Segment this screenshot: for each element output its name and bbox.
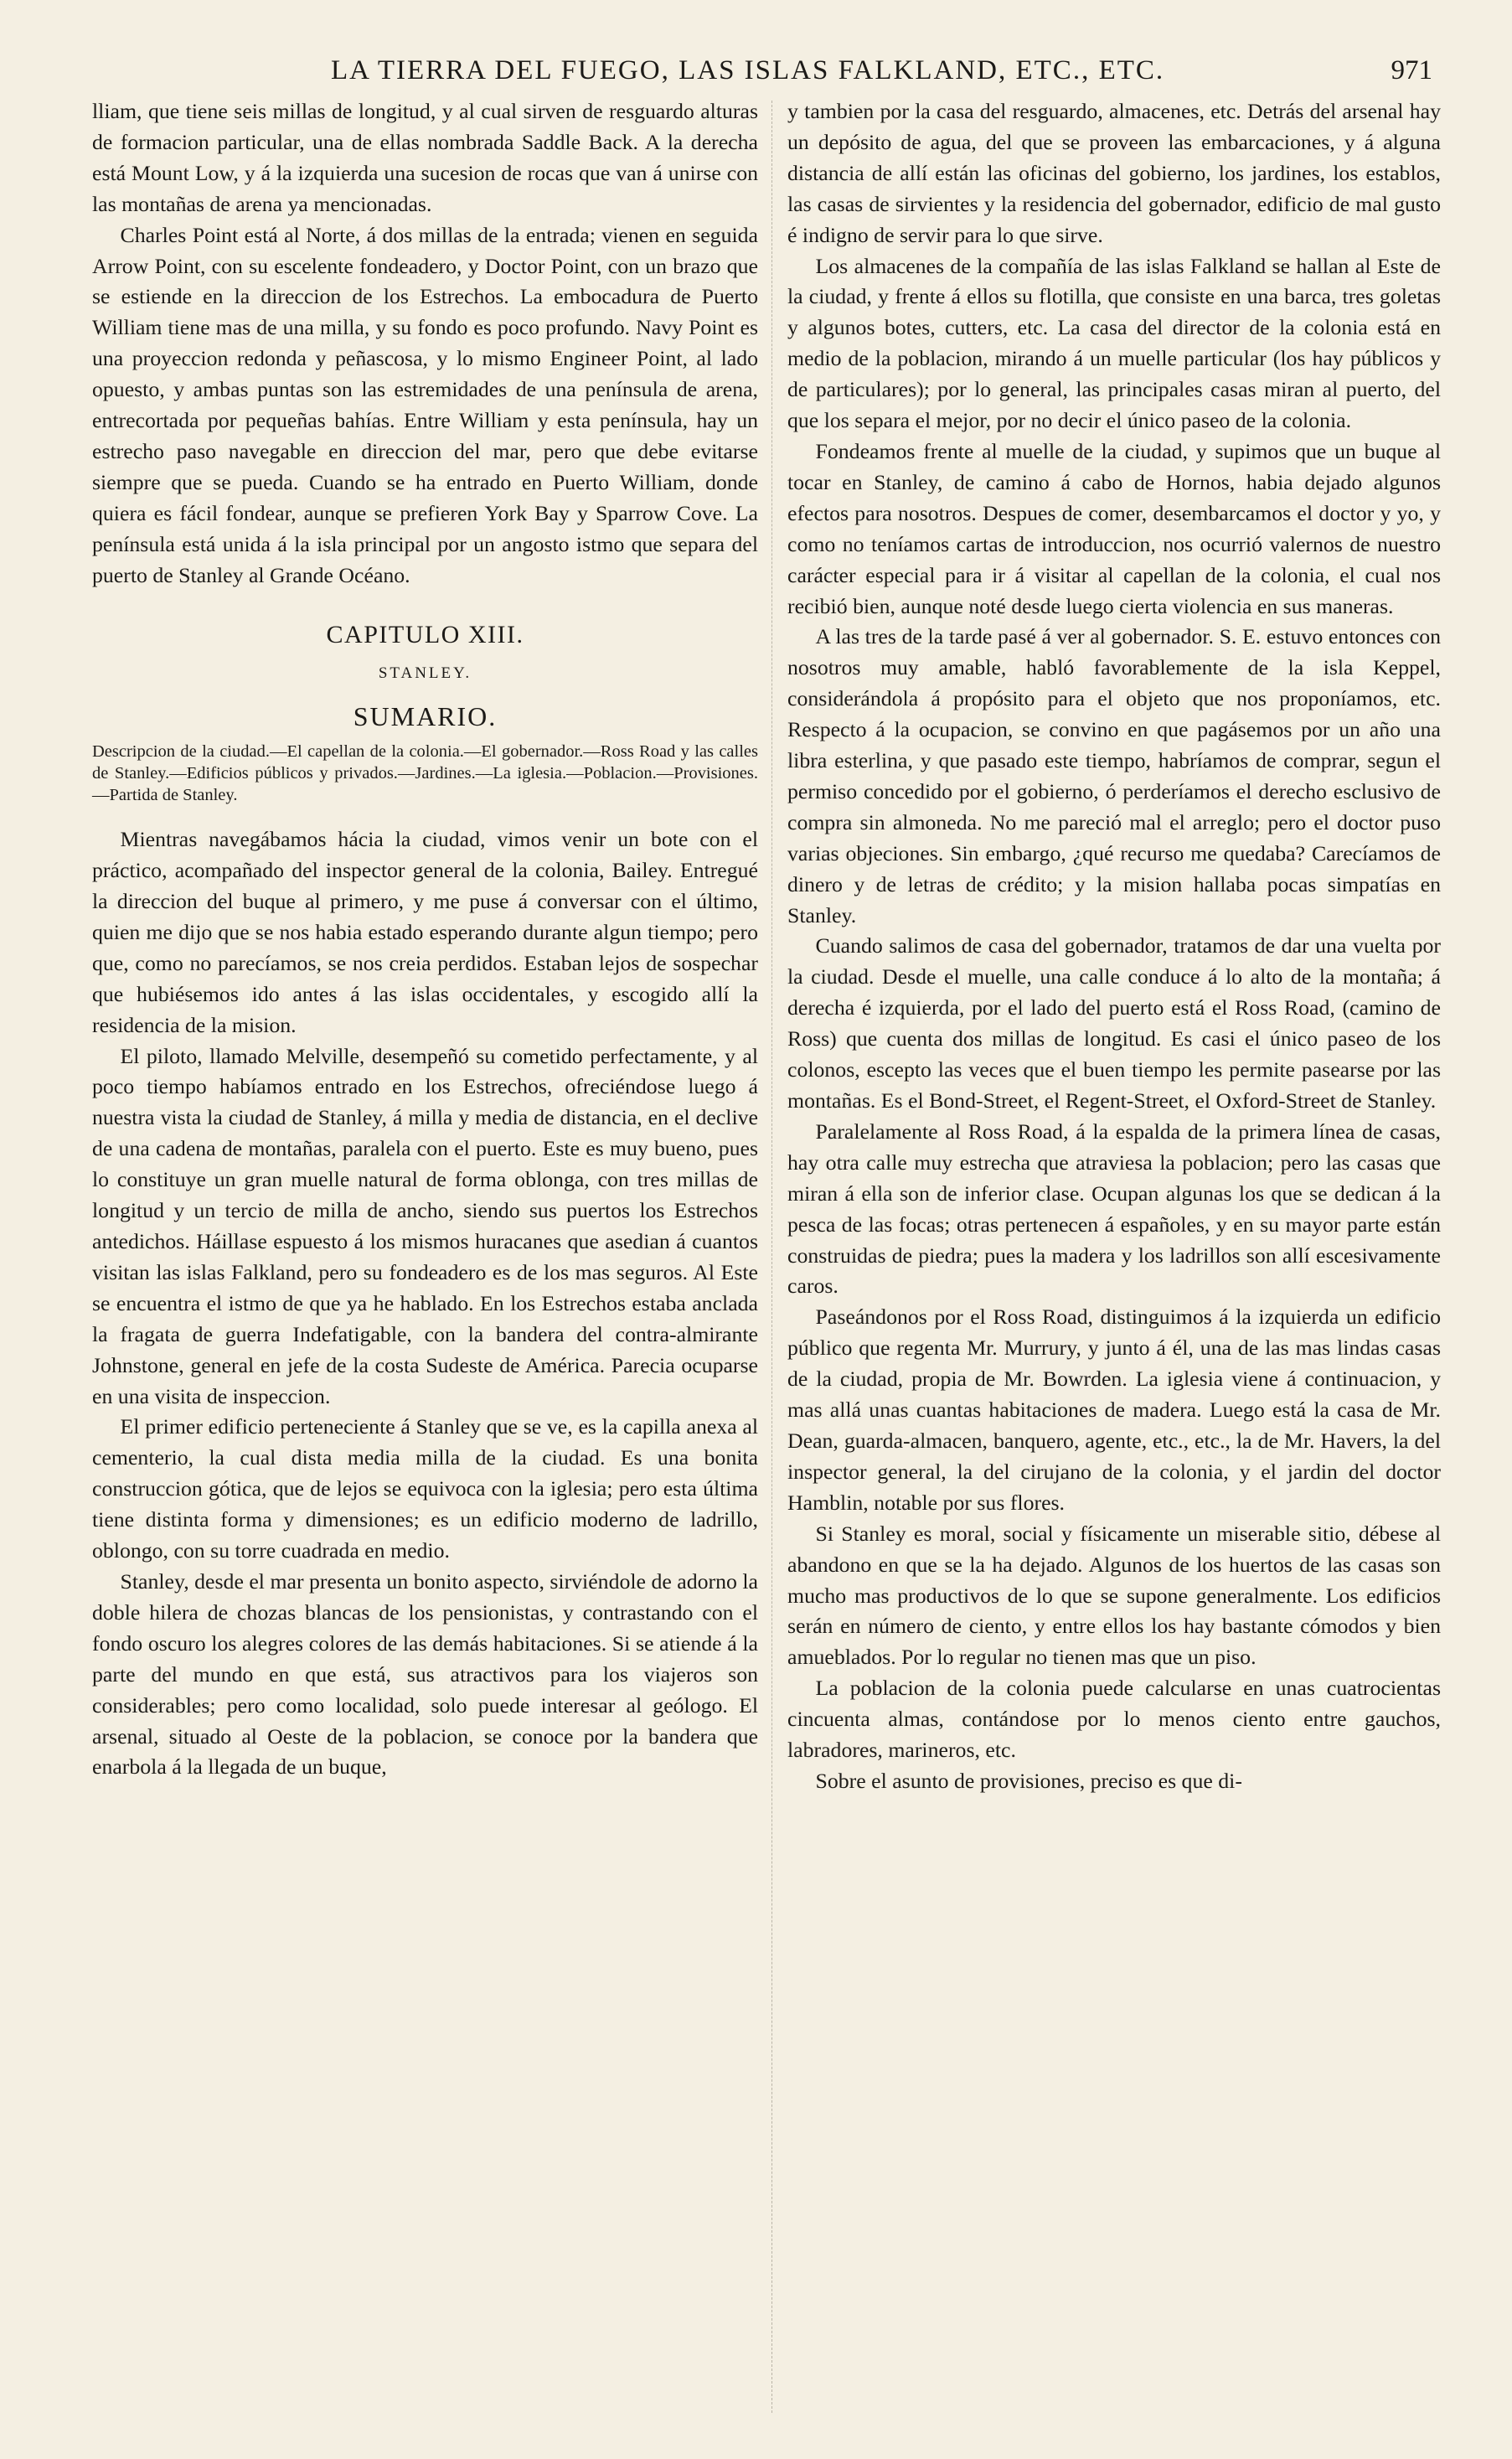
- paragraph: Los almacenes de la compañía de las islas Falkland se hallan al Este de la ciudad, y frente á ellos su flotilla, que consiste en una barca, tres goletas y algunos botes, cutters, etc. La casa del director de la colonia está en medio de la poblacion, mirando á un muelle particular (los hay públicos y de particulares); por lo general, las principales casas miran al puerto, del que los separa el mejor, por no decir el único paseo de la colonia.: [787, 253, 1441, 433]
- paragraph: Sobre el asunto de provisiones, preciso es que di-: [815, 1768, 1242, 1793]
- paragraph: y tambien por la casa del resguardo, almacenes, etc. Detrás del arsenal hay un depósito de agua, del que se proveen las embarcaciones, y á alguna distancia de allí están las oficinas del gobierno, los jardines, los establos, las casas de sirvientes y la residencia del gobernador, edificio de mal gusto é indigno de servir para lo que sirve.: [787, 99, 1441, 247]
- header-title: LA TIERRA DEL FUEGO, LAS ISLAS FALKLAND, ETC., ETC.: [331, 55, 1165, 85]
- right-column: [787, 96, 1441, 1797]
- chapter-heading: CAPITULO XIII.: [326, 620, 524, 648]
- paragraph: Cuando salimos de casa del gobernador, tratamos de dar una vuelta por la ciudad. Desde el muelle, una calle conduce á lo alto de la montaña; á derecha é izquierda, por el lado del puerto está el Ross Road, (camino de Ross) que cuenta dos millas de longitud. Es casi el único paseo de los colonos, escepto las veces que el buen tiempo les permite pasearse por las montañas. Es el Bond-Street, el Regent-Street, el Oxford-Street de Stanley.: [787, 933, 1441, 1113]
- paragraph: lliam, que tiene seis millas de longitud, y al cual sirven de resguardo alturas de formacion particular, una de ellas nombrada Saddle Back. A la derecha está Mount Low, y á la izquierda una sucesion de rocas que van á unirse con las montañas de arena ya mencionadas.: [92, 99, 758, 216]
- chapter-subtitle: STANLEY.: [378, 664, 472, 683]
- paragraph: La poblacion de la colonia puede calcularse en unas cuatrocientas cincuenta almas, contándose por lo menos ciento entre gauchos, labradores, marineros, etc.: [787, 1676, 1441, 1763]
- paragraph: Paseándonos por el Ross Road, distinguimos á la izquierda un edificio público que regenta Mr. Murrury, y junto á él, una de las mas lindas casas de la ciudad, propia de Mr. Bowrden. La iglesia viene á continuacion, y mas allá unas cuantas habitaciones de madera. Luego está la casa de Mr. Dean, guarda-almacen, banquero, agente, etc., etc., la de Mr. Havers, la del inspector general, la del cirujano de la colonia, y el jardin del doctor Hamblin, notable por sus flores.: [787, 1304, 1441, 1515]
- sumario-heading: SUMARIO.: [353, 701, 498, 732]
- paragraph: Si Stanley es moral, social y físicamente un miserable sitio, débese al abandono en que se la ha dejado. Algunos de los huertos de las casas son mucho mas productivos de lo que se supone generalmente. Los edificios serán en número de ciento, y entre ellos los hay bastante cómodos y bien amueblados. Por lo regular no tienen mas que un piso.: [787, 1521, 1441, 1670]
- paragraph: Charles Point está al Norte, á dos millas de la entrada; vienen en seguida Arrow Point, con su escelente fondeadero, y Doctor Point, con un brazo que se estiende en la direccion de los Estrechos. La embocadura de Puerto William tiene mas de una milla, y su fondo es poco profundo. Navy Point es una proyeccion redonda y peñascosa, y lo mismo Engineer Point, al lado opuesto, y ambas puntas son las estremidades de una península de arena, entrecortada por pequeñas bahías. Entre William y esta península, hay un estrecho paso navegable en direccion del mar, pero que debe evitarse siempre que se pueda. Cuando se ha entrado en Puerto William, donde quiera es fácil fondear, aunque se prefieren York Bay y Sparrow Cove. La península está unida á la isla principal por un angosto istmo que separa del puerto de Stanley al Grande Océano.: [92, 222, 758, 587]
- paragraph: Paralelamente al Ross Road, á la espalda de la primera línea de casas, hay otra calle muy estrecha que atraviesa la poblacion; pero las casas que miran á ella son de inferior clase. Ocupan algunas los que se dedican á la pesca de las focas; otras pertenecen á españoles, y en su mayor parte están construidas de piedra; pues la madera y los ladrillos son allí escesivamente caros.: [787, 1118, 1441, 1299]
- chapter-summary: Descripcion de la ciudad.—El capellan de la colonia.—El gobernador.—Ross Road y las calles de Stanley.—Edificios públicos y privados.—Jardines.—La iglesia.—Poblacion.—Provisiones.—Partida de Stanley.: [92, 742, 758, 805]
- left-column: [92, 96, 758, 1783]
- paragraph: Mientras navegábamos hácia la ciudad, vimos venir un bote con el práctico, acompañado del inspector general de la colonia, Bailey. Entregué la direccion del buque al primero, y me puse á conversar con el último, quien me dijo que se nos habia estado esperando durante algun tiempo; pero que, como no parecíamos, se nos creia perdidos. Estaban lejos de sospechar que hubiésemos ido antes á las islas occidentales, y escogido allí la residencia de la mision.: [92, 827, 758, 1037]
- running-header: [92, 55, 1432, 89]
- column-divider: [771, 101, 772, 2413]
- paragraph: Stanley, desde el mar presenta un bonito aspecto, sirviéndole de adorno la doble hilera de chozas blancas de los pensionistas, y contrastando con el fondo oscuro los alegres colores de las demás habitaciones. Si se atiende á la parte del mundo en que está, sus atractivos para los viajeros son considerables; pero como localidad, solo puede interesar al geólogo. El arsenal, situado al Oeste de la poblacion, se conoce por la bandera que enarbola á la llegada de un buque,: [92, 1568, 758, 1780]
- paragraph: El primer edificio perteneciente á Stanley que se ve, es la capilla anexa al cementerio, la cual dista media milla de la ciudad. Es una bonita construccion gótica, que de lejos se equivoca con la iglesia; pero esta última tiene distinta forma y dimensiones; es un edificio moderno de ladrillo, oblongo, con su torre cuadrada en medio.: [92, 1414, 758, 1563]
- page-number: 971: [1391, 55, 1432, 85]
- paragraph: Fondeamos frente al muelle de la ciudad, y supimos que un buque al tocar en Stanley, de camino á cabo de Hornos, habia dejado algunos efectos para nosotros. Despues de comer, desembarcamos el doctor y yo, y como no teníamos cartas de introduccion, nos ocurrió valernos de nuestro carácter especial para ir á visitar al capellan de la colonia, el cual nos recibió bien, aunque noté desde luego cierta violencia en sus maneras.: [787, 438, 1441, 618]
- paragraph: A las tres de la tarde pasé á ver al gobernador. S. E. estuvo entonces con nosotros muy amable, habló favorablemente de la isla Keppel, considerándola á propósito para el objeto que nos proponíamos, etc. Respecto á la ocupacion, se convino en que pagásemos por un año una libra esterlina, y que pasado este tiempo, habríamos de comprar, segun el permiso concedido por el gobierno, ó perderíamos el derecho esclusivo de compra sin almoneda. No me pareció mal el arreglo; pero el doctor puso varias objeciones. Sin embargo, ¿qué recurso me quedaba? Carecíamos de dinero y de letras de crédito; y la mision hallaba pocas simpatías en Stanley.: [787, 624, 1441, 927]
- paragraph: El piloto, llamado Melville, desempeñó su cometido perfectamente, y al poco tiempo habíamos entrado en los Estrechos, ofreciéndose luego á nuestra vista la ciudad de Stanley, á milla y media de distancia, en el declive de una cadena de montañas, paralela con el puerto. Este es muy bueno, pues lo constituye un gran muelle natural de forma oblonga, con tres millas de longitud y un tercio de milla de ancho, siendo sus puertos los Estrechos antedichos. Háillase espuesto á los mismos huracanes que asedian á cuantos visitan las islas Falkland, pero su fondeadero es de los mas seguros. Al Este se encuentra el istmo de que ya he hablado. En los Estrechos estaba anclada la fragata de guerra Indefatigable, con la bandera del contra-almirante Johnstone, general en jefe de la costa Sudeste de América. Parecia ocuparse en una visita de inspeccion.: [92, 1043, 758, 1408]
